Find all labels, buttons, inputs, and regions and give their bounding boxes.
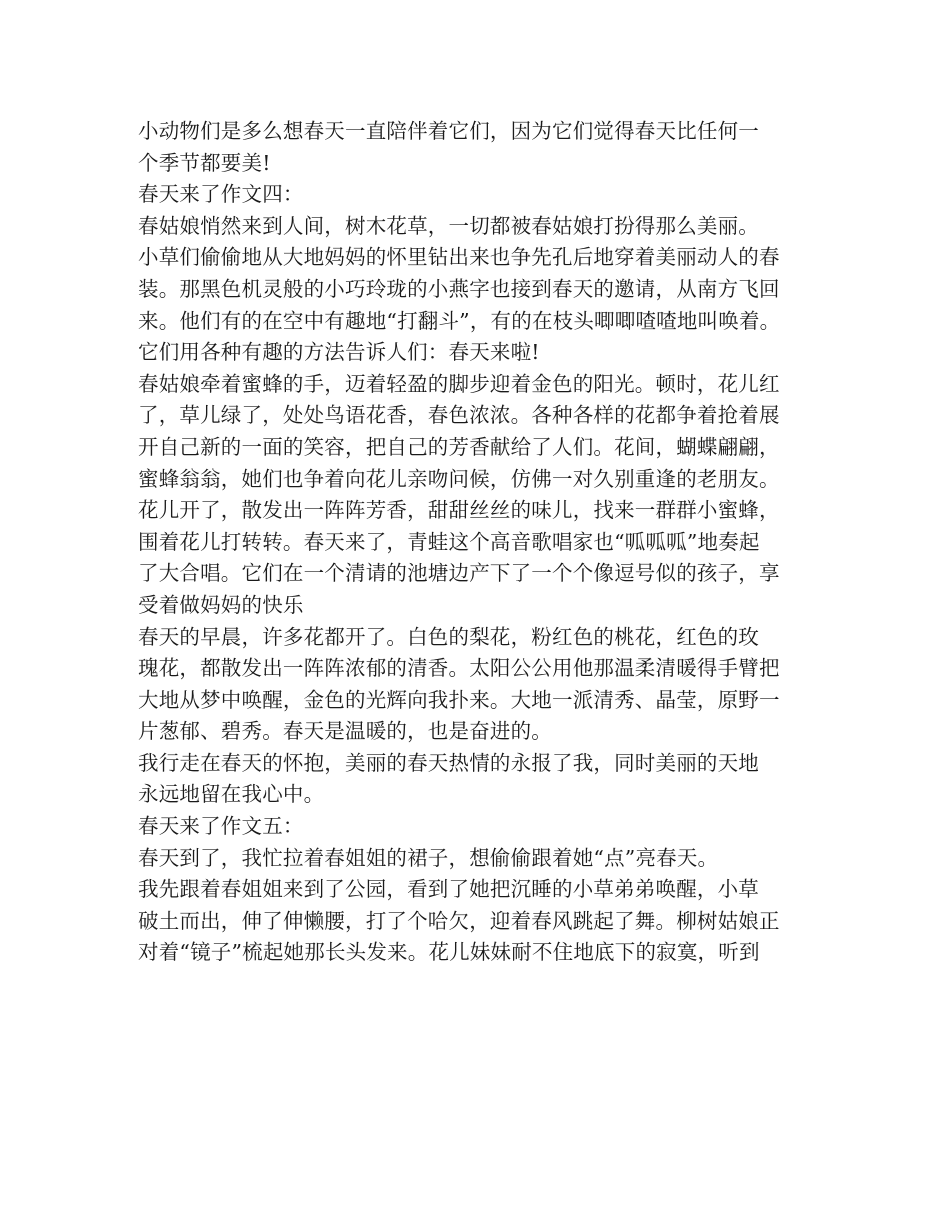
text-line: 永远地留在我心中。 bbox=[138, 782, 325, 807]
text-line: 春天的早晨，许多花都开了。白色的梨花，粉红色的桃花，红色的玫 bbox=[138, 624, 759, 649]
text-line: 开自己新的一面的笑容，把自己的芳香献给了人们。花间，蝴蝶翩翩， bbox=[138, 434, 780, 459]
text-line: 个季节都要美! bbox=[138, 150, 271, 175]
text-line: 片葱郁、碧秀。春天是温暖的，也是奋进的。 bbox=[138, 719, 552, 744]
text-line: 围着花儿打转转。春天来了，青蛙这个高音歌唱家也“呱呱呱”地奏起 bbox=[138, 529, 760, 554]
text-line: 我行走在春天的怀抱，美丽的春天热情的永报了我，同时美丽的天地 bbox=[138, 750, 759, 775]
section-heading: 春天来了作文四： bbox=[138, 182, 304, 207]
text-line: 蜜蜂翁翁，她们也争着向花儿亲吻问候，仿佛一对久别重逢的老朋友。 bbox=[138, 466, 780, 491]
text-line: 春姑娘悄然来到人间，树木花草，一切都被春姑娘打扮得那么美丽。 bbox=[138, 213, 759, 238]
text-line: 小草们偷偷地从大地妈妈的怀里钻出来也争先孔后地穿着美丽动人的春 bbox=[138, 245, 780, 270]
text-line: 春天到了，我忙拉着春姐姐的裙子，想偷偷跟着她“点”亮春天。 bbox=[138, 845, 719, 870]
text-line: 花儿开了，散发出一阵阵芳香，甜甜丝丝的味儿，找来一群群小蜜蜂， bbox=[138, 498, 780, 523]
text-line: 了大合唱。它们在一个清请的池塘边产下了一个个像逗号似的孩子，享 bbox=[138, 561, 780, 586]
text-line: 我先跟着春姐姐来到了公园，看到了她把沉睡的小草弟弟唤醒，小草 bbox=[138, 877, 759, 902]
text-line: 装。那黑色机灵般的小巧玲珑的小燕字也接到春天的邀请，从南方飞回 bbox=[138, 276, 780, 301]
essay-text bbox=[138, 116, 838, 969]
text-line: 它们用各种有趣的方法告诉人们：春天来啦! bbox=[138, 340, 540, 365]
text-line: 受着做妈妈的快乐 bbox=[138, 592, 304, 617]
text-line: 对着“镜子”梳起她那长头发来。花儿妹妹耐不住地底下的寂寞，听到 bbox=[138, 940, 760, 965]
section-heading: 春天来了作文五： bbox=[138, 814, 304, 839]
text-line: 瑰花，都散发出一阵阵浓郁的清香。太阳公公用他那温柔清暖得手臂把 bbox=[138, 656, 780, 681]
text-line: 了，草儿绿了，处处鸟语花香，春色浓浓。各种各样的花都争着抢着展 bbox=[138, 403, 780, 428]
text-line: 来。他们有的在空中有趣地“打翻斗”，有的在枝头唧唧喳喳地叫唤着。 bbox=[138, 308, 781, 333]
text-line: 破土而出，伸了伸懒腰，打了个哈欠，迎着春风跳起了舞。柳树姑娘正 bbox=[138, 908, 780, 933]
text-line: 大地从梦中唤醒，金色的光辉向我扑来。大地一派清秀、晶莹，原野一 bbox=[138, 687, 780, 712]
text-line: 小动物们是多么想春天一直陪伴着它们，因为它们觉得春天比任何一 bbox=[138, 119, 759, 143]
text-line: 春姑娘牵着蜜蜂的手，迈着轻盈的脚步迎着金色的阳光。顿时，花儿红 bbox=[138, 371, 780, 396]
